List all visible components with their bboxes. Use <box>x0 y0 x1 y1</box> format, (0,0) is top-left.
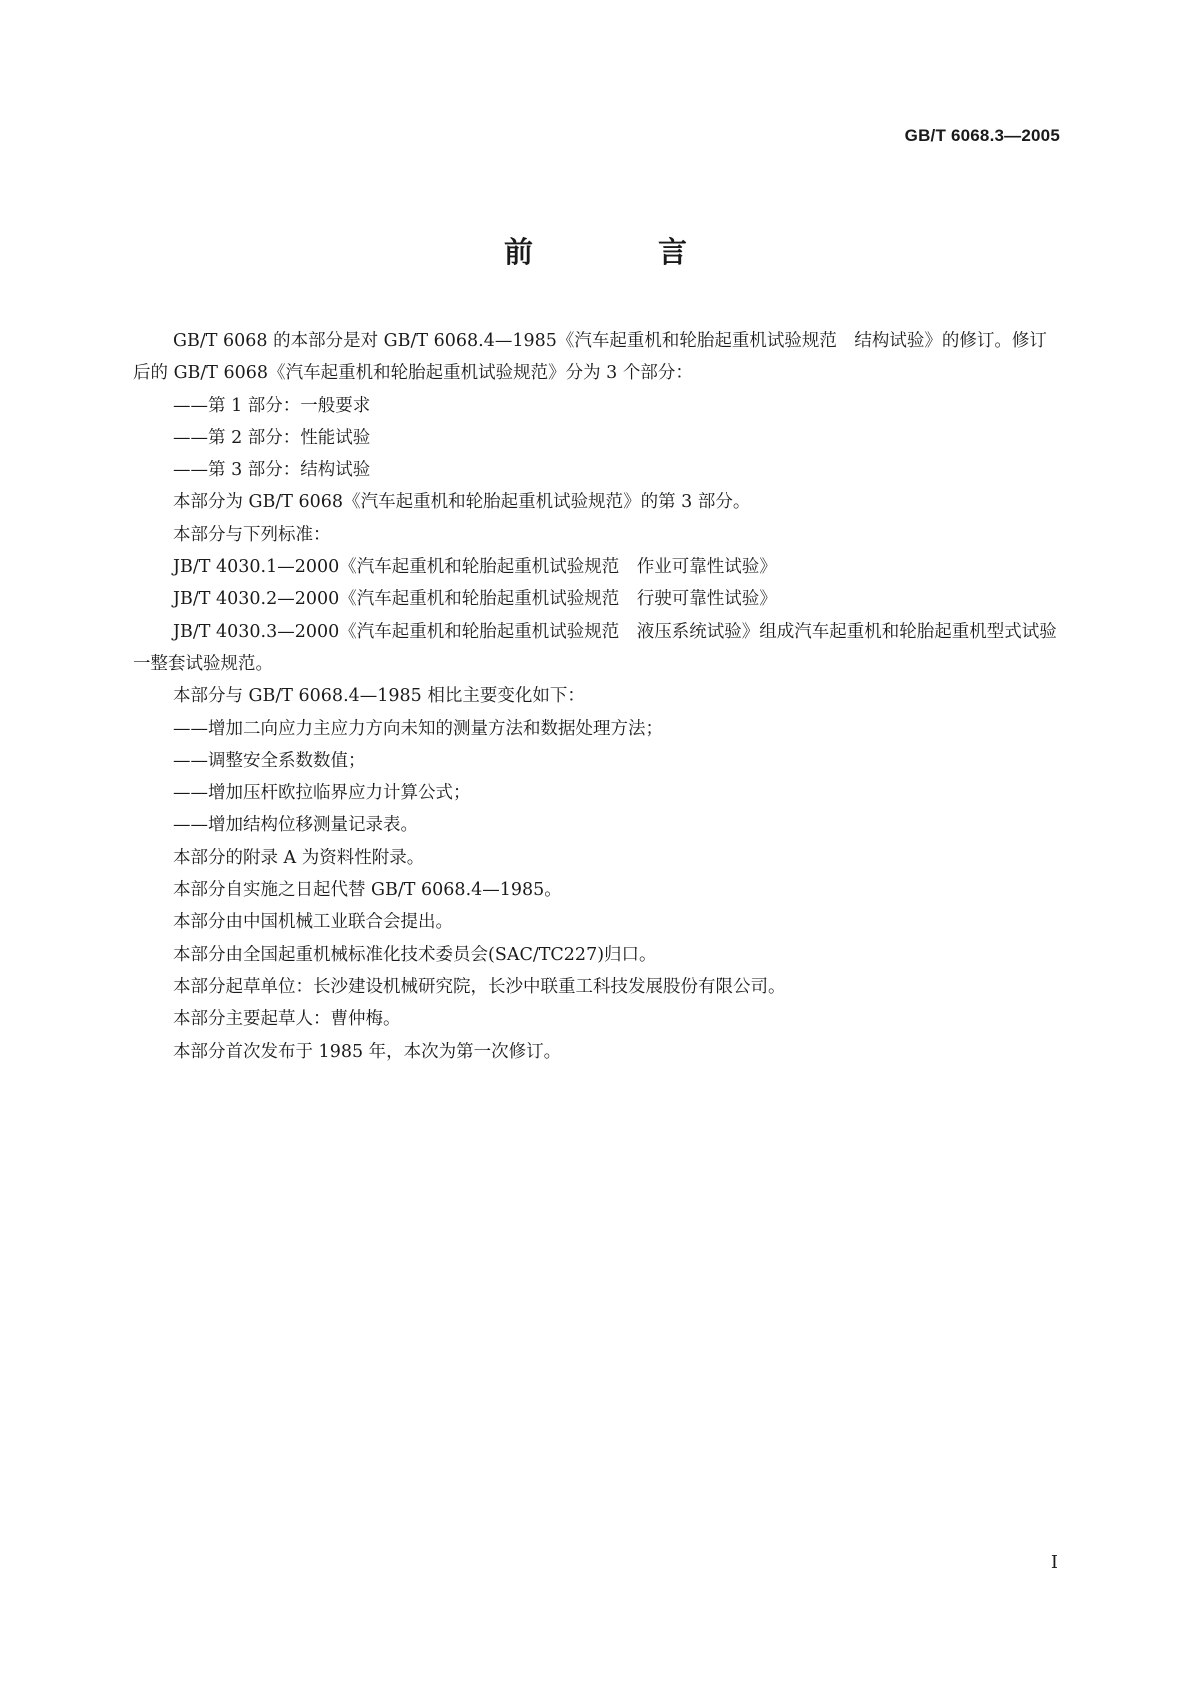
paragraph: 本部分为 GB/T 6068《汽车起重机和轮胎起重机试验规范》的第 3 部分。 <box>173 492 751 513</box>
standard-code: GB/T 6068.3—2005 <box>904 126 1060 145</box>
foreword-body <box>133 325 1058 1068</box>
paragraph: 本部分起草单位：长沙建设机械研究院，长沙中联重工科技发展股份有限公司。 <box>173 976 786 997</box>
list-item: JB/T 4030.2—2000《汽车起重机和轮胎起重机试验规范 行驶可靠性试验》 <box>173 589 777 610</box>
paragraph: GB/T 6068 的本部分是对 GB/T 6068.4—1985《汽车起重机和轮胎起重机试验规范 结构试验》的修订。修订后的 GB/T 6068《汽车起重机和轮胎起重机试验规范》分为 3 个部分： <box>133 331 1047 384</box>
list-item: ——第 3 部分：结构试验 <box>173 460 371 481</box>
paragraph: 本部分与 GB/T 6068.4—1985 相比主要变化如下： <box>173 686 585 707</box>
paragraph: 本部分自实施之日起代替 GB/T 6068.4—1985。 <box>173 880 562 901</box>
list-item: ——增加结构位移测量记录表。 <box>173 815 418 836</box>
list-item: JB/T 4030.1—2000《汽车起重机和轮胎起重机试验规范 作业可靠性试验》 <box>173 557 777 578</box>
paragraph: 本部分与下列标准： <box>173 524 331 545</box>
page-title: 前 言 <box>503 235 735 269</box>
paragraph: 本部分由全国起重机械标准化技术委员会(SAC/TC227)归口。 <box>173 944 657 965</box>
list-item: ——调整安全系数数值； <box>173 750 366 771</box>
paragraph: 本部分的附录 A 为资料性附录。 <box>173 847 425 868</box>
paragraph: 本部分首次发布于 1985 年，本次为第一次修订。 <box>173 1041 562 1062</box>
list-item: ——第 2 部分：性能试验 <box>173 427 371 448</box>
list-item: ——第 1 部分：一般要求 <box>173 395 371 416</box>
page-number: I <box>1050 1552 1058 1573</box>
list-item: ——增加压杆欧拉临界应力计算公式； <box>173 783 471 804</box>
list-item: JB/T 4030.3—2000《汽车起重机和轮胎起重机试验规范 液压系统试验》组成汽车起重机和轮胎起重机型式试验一整套试验规范。 <box>133 621 1057 674</box>
list-item: ——增加二向应力主应力方向未知的测量方法和数据处理方法； <box>173 718 663 739</box>
paragraph: 本部分主要起草人：曹仲梅。 <box>173 1009 401 1030</box>
paragraph: 本部分由中国机械工业联合会提出。 <box>173 912 453 933</box>
